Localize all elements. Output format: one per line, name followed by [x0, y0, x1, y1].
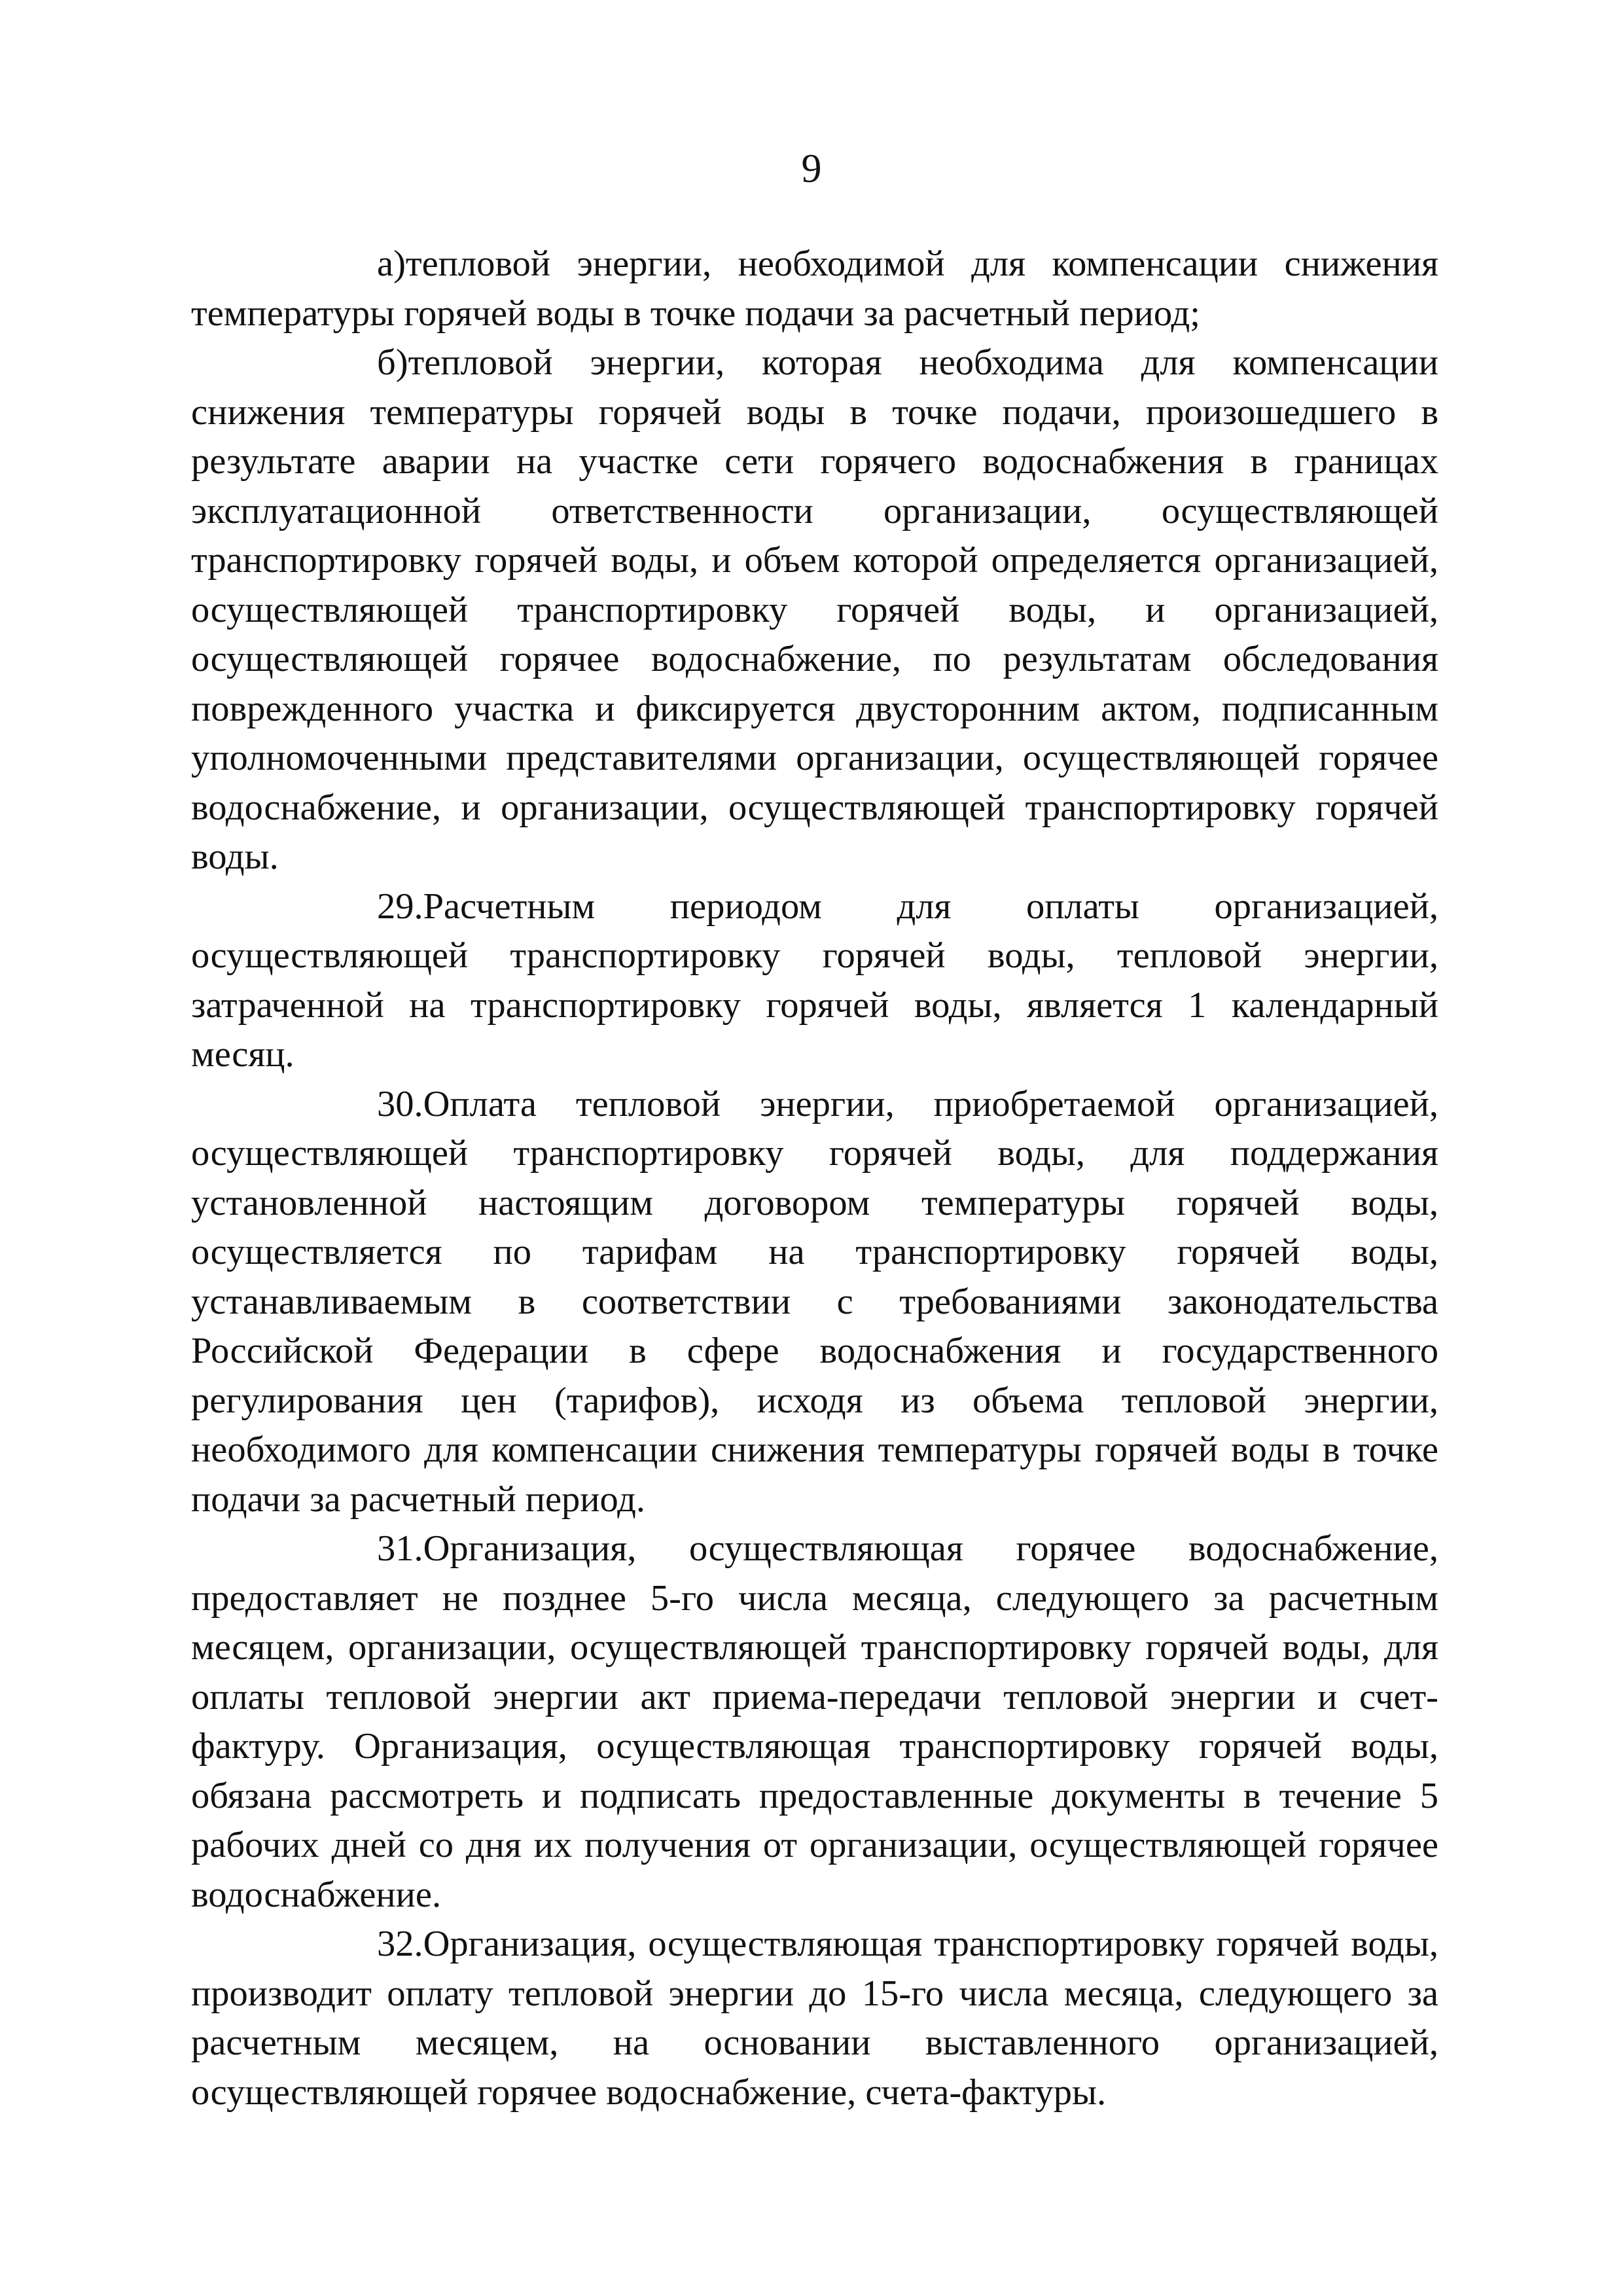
paragraph-text: тепловой энергии, которая необходима для компенсации снижения температуры горячей воды в точке подачи, произошедшего в результате аварии на участке сети горячего водоснабжения в границах эксплуатационной ответственности организации, осуществляющей транспортировку горячей воды, и объем которой определяется организацией, осуществляющей транспортировку горячей воды, и организацией, осуществляющей горячее водоснабжение, по результатам обследования поврежденного участка и фиксируется двусторонним актом, подписанным уполномоченными представителями организации, осуществляющей горячее водоснабжение, и организации, осуществляющей транспортировку горячей воды.	[191, 342, 1438, 877]
paragraph-32	[191, 1920, 1438, 2117]
paragraph-29	[191, 882, 1438, 1080]
paragraph-b	[191, 338, 1438, 882]
paragraph-marker: 31.	[377, 1528, 423, 1569]
paragraph-text: Организация, осуществляющая транспортировку горячей воды, производит оплату тепловой энергии до 15-го числа месяца, следующего за расчетным месяцем, на основании выставленного организацией, осуществляющей горячее водоснабжение, счета-фактуры.	[191, 1924, 1438, 2113]
paragraph-a	[191, 240, 1438, 338]
document-body	[191, 240, 1438, 2117]
paragraph-text: Расчетным периодом для оплаты организацией, осуществляющей транспортировку горячей воды, тепловой энергии, затраченной на транспортировку горячей воды, является 1 календарный месяц.	[191, 886, 1438, 1075]
paragraph-31	[191, 1524, 1438, 1920]
paragraph-marker: 29.	[377, 886, 423, 927]
paragraph-text: Организация, осуществляющая горячее водоснабжение, предоставляет не позднее 5-го числа месяца, следующего за расчетным месяцем, организации, осуществляющей транспортировку горячей воды, для оплаты тепловой энергии акт приема-передачи тепловой энергии и счет-фактуру. Организация, осуществляющая транспортировку горячей воды, обязана рассмотреть и подписать предоставленные документы в течение 5 рабочих дней со дня их получения от организации, осуществляющей горячее водоснабжение.	[191, 1528, 1438, 1915]
paragraph-marker: б)	[377, 342, 408, 383]
paragraph-marker: 30.	[377, 1083, 423, 1124]
page-number: 9	[801, 147, 822, 191]
paragraph-marker: 32.	[377, 1924, 423, 1964]
paragraph-marker: а)	[377, 243, 406, 284]
paragraph-text: Оплата тепловой энергии, приобретаемой организацией, осуществляющей транспортировку горячей воды, для поддержания установленной настоящим договором температуры горячей воды, осуществляется по тарифам на транспортировку горячей воды, устанавливаемым в соответствии с требованиями законодательства Российской Федерации в сфере водоснабжения и государственного регулирования цен (тарифов), исходя из объема тепловой энергии, необходимого для компенсации снижения температуры горячей воды в точке подачи за расчетный период.	[191, 1083, 1438, 1520]
paragraph-30	[191, 1080, 1438, 1525]
paragraph-text: тепловой энергии, необходимой для компенсации снижения температуры горячей воды в точке подачи за расчетный период;	[191, 243, 1438, 334]
